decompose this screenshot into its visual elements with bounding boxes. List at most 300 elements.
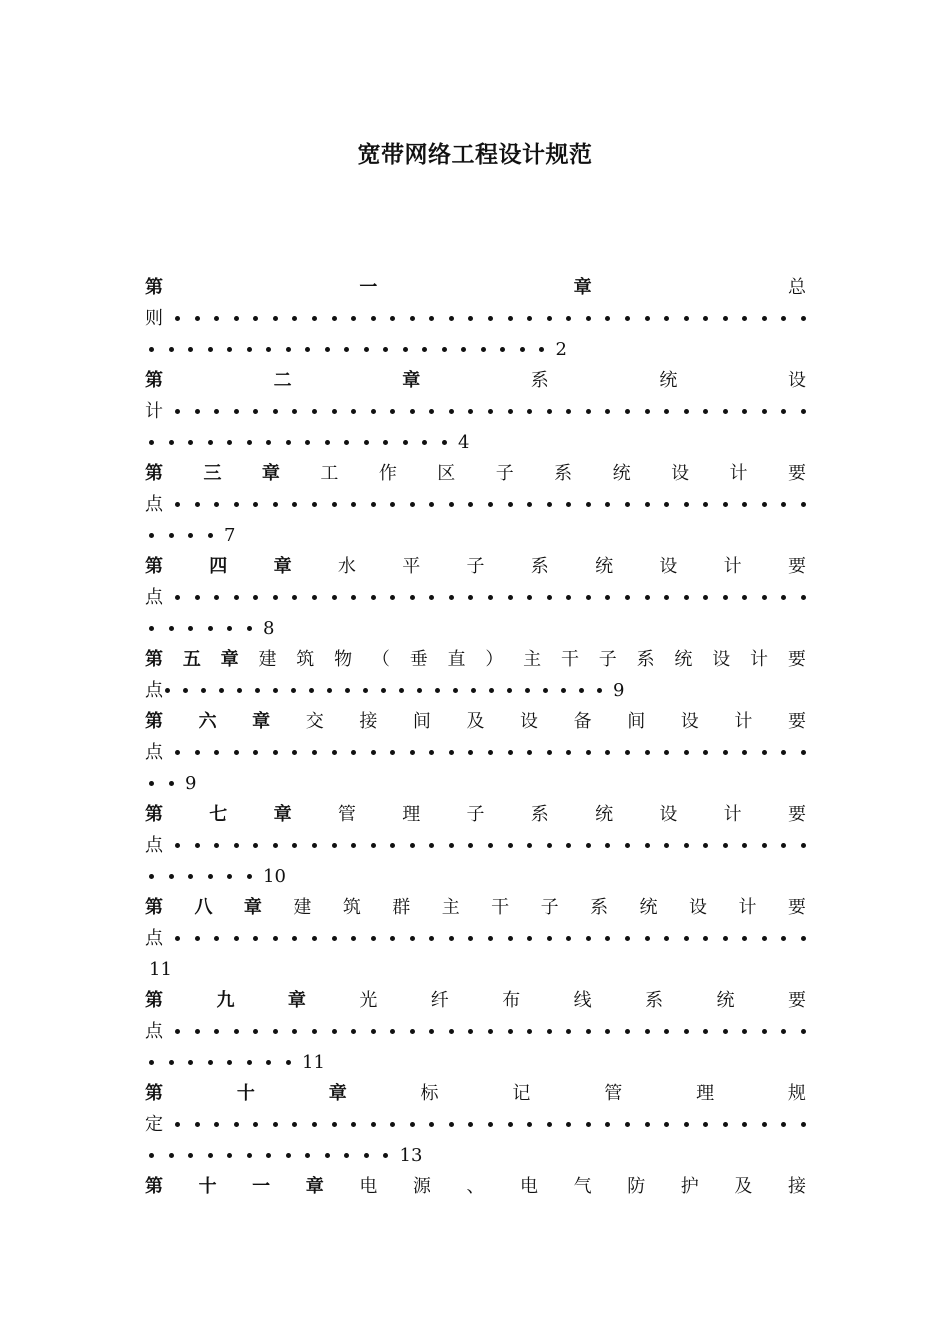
chapter-label-char: 章 xyxy=(305,1176,324,1197)
chapter-label-char: 二 xyxy=(273,370,292,391)
chapter-title-char: 要 xyxy=(787,649,806,670)
leader-dot xyxy=(547,1029,552,1034)
toc-entry[interactable] xyxy=(145,458,806,551)
chapter-title-char: 间 xyxy=(627,711,646,732)
leader-dot xyxy=(214,595,219,600)
leader-dot xyxy=(586,595,591,600)
leader-dot xyxy=(247,626,252,631)
chapter-label-char: 章 xyxy=(252,711,271,732)
chapter-title-char: 筑 xyxy=(296,649,315,670)
leader-dot xyxy=(208,440,213,445)
leader-dot xyxy=(762,936,767,941)
leader-dot xyxy=(169,781,174,786)
chapter-title-char: 要 xyxy=(787,711,806,732)
leader-dot xyxy=(481,347,486,352)
leader-dot xyxy=(273,843,278,848)
leader-dot xyxy=(234,595,239,600)
leader-dot xyxy=(527,502,532,507)
leader-dot xyxy=(762,595,767,600)
leader-dot xyxy=(664,316,669,321)
leader-dot xyxy=(286,1060,291,1065)
leader-dot xyxy=(390,595,395,600)
leader-dot xyxy=(468,409,473,414)
leader-dot xyxy=(351,1029,356,1034)
leader-dot xyxy=(508,316,513,321)
leader-dot xyxy=(247,1060,252,1065)
leader-dot xyxy=(449,936,454,941)
leader-dot xyxy=(703,409,708,414)
leader-dot xyxy=(625,595,630,600)
leader-dot xyxy=(645,409,650,414)
leader-dot xyxy=(527,750,532,755)
chapter-title-char: 设 xyxy=(659,556,678,577)
leader-dot xyxy=(801,936,806,941)
toc-entry[interactable] xyxy=(145,644,806,706)
leader-dot xyxy=(508,936,513,941)
leader-dot xyxy=(410,502,415,507)
leader-dot xyxy=(234,316,239,321)
leader-dot xyxy=(566,750,571,755)
chapter-title-char: 统 xyxy=(674,649,693,670)
leader-dot xyxy=(684,843,689,848)
chapter-title-char: 垂 xyxy=(409,649,428,670)
chapter-label-char: 章 xyxy=(328,1083,347,1104)
leader-dot xyxy=(684,502,689,507)
leader-dot xyxy=(149,1060,154,1065)
leader-dot xyxy=(449,1029,454,1034)
toc-leader-line xyxy=(145,303,806,334)
leader-dot xyxy=(364,440,369,445)
leader-dot xyxy=(703,936,708,941)
chapter-title-char: 筑 xyxy=(342,897,361,918)
toc-page-line xyxy=(145,520,806,551)
leader-dot xyxy=(684,750,689,755)
toc-entry[interactable] xyxy=(145,706,806,799)
leader-dot xyxy=(781,316,786,321)
leader-dot xyxy=(371,316,376,321)
leader-dot xyxy=(742,750,747,755)
chapter-title-char: 标 xyxy=(420,1083,439,1104)
chapter-title-char: 点 xyxy=(145,587,163,608)
leader-dot xyxy=(422,440,427,445)
chapter-label-char: 章 xyxy=(261,463,280,484)
leader-dot xyxy=(488,502,493,507)
leader-dot xyxy=(579,688,584,693)
toc-entry-heading xyxy=(145,892,806,923)
chapter-title-char: 点 xyxy=(145,742,163,763)
chapter-title-char: 要 xyxy=(787,463,806,484)
leader-dot xyxy=(742,595,747,600)
toc-page-number[interactable]: 10 xyxy=(263,866,286,887)
leader-dot xyxy=(312,595,317,600)
leader-dot xyxy=(723,1029,728,1034)
leader-dot xyxy=(684,595,689,600)
leader-dot xyxy=(234,1029,239,1034)
leader-dot xyxy=(247,440,252,445)
leader-dot xyxy=(664,750,669,755)
toc-leader-line xyxy=(145,1016,806,1047)
leader-dot xyxy=(255,688,260,693)
chapter-label-char: 第 xyxy=(145,711,163,732)
chapter-title-char: 则 xyxy=(145,308,163,329)
leader-dot xyxy=(684,1122,689,1127)
leader-dot xyxy=(305,1153,310,1158)
leader-dot xyxy=(468,1029,473,1034)
leader-dot xyxy=(188,874,193,879)
leader-dot xyxy=(175,1122,180,1127)
chapter-title-char: 设 xyxy=(659,804,678,825)
leader-dot xyxy=(645,750,650,755)
leader-dot xyxy=(234,409,239,414)
leader-dot xyxy=(586,409,591,414)
leader-dot xyxy=(332,502,337,507)
leader-dot xyxy=(149,874,154,879)
chapter-title-char: 计 xyxy=(729,463,748,484)
chapter-title-char: 统 xyxy=(612,463,631,484)
chapter-title-char: 源 xyxy=(412,1176,431,1197)
leader-dot xyxy=(292,409,297,414)
chapter-title-char: 系 xyxy=(530,370,549,391)
leader-dot xyxy=(488,595,493,600)
leader-dot xyxy=(429,1029,434,1034)
chapter-title-char: 布 xyxy=(502,990,521,1011)
leader-dot xyxy=(781,936,786,941)
chapter-title-char: 物 xyxy=(334,649,353,670)
leader-dot xyxy=(214,936,219,941)
toc-page-number[interactable]: 9 xyxy=(185,773,197,794)
chapter-title-char: 水 xyxy=(337,556,356,577)
leader-dot xyxy=(175,843,180,848)
leader-dot xyxy=(742,409,747,414)
toc-page-number[interactable]: 4 xyxy=(458,432,470,453)
leader-dot xyxy=(703,843,708,848)
chapter-title-char: 备 xyxy=(573,711,592,732)
chapter-title-char: 系 xyxy=(636,649,655,670)
leader-dot xyxy=(801,409,806,414)
leader-dot xyxy=(351,936,356,941)
chapter-label-char: 第 xyxy=(145,649,163,670)
chapter-label-char: 五 xyxy=(182,649,201,670)
chapter-label-char: 第 xyxy=(145,897,163,918)
leader-dot xyxy=(383,347,388,352)
leader-dot xyxy=(325,440,330,445)
leader-dot xyxy=(410,936,415,941)
leader-dot xyxy=(169,347,174,352)
leader-dot xyxy=(292,502,297,507)
chapter-title-char: 计 xyxy=(145,401,163,422)
leader-dot xyxy=(605,936,610,941)
toc-entry[interactable] xyxy=(145,365,806,458)
leader-dot xyxy=(410,316,415,321)
toc-page-number[interactable]: 11 xyxy=(302,1052,325,1073)
leader-dot xyxy=(781,502,786,507)
leader-dot xyxy=(566,936,571,941)
leader-dot xyxy=(645,1122,650,1127)
leader-dot xyxy=(527,409,532,414)
chapter-title-char: 理 xyxy=(402,804,421,825)
leader-dot xyxy=(165,688,170,693)
leader-dot xyxy=(214,409,219,414)
leader-dot xyxy=(312,316,317,321)
chapter-label-char: 章 xyxy=(273,556,292,577)
chapter-title-char: 规 xyxy=(787,1083,806,1104)
leader-dot xyxy=(371,936,376,941)
leader-dot xyxy=(169,626,174,631)
leader-dot xyxy=(525,688,530,693)
leader-dot xyxy=(507,688,512,693)
leader-dot xyxy=(149,626,154,631)
leader-dot xyxy=(781,409,786,414)
leader-dot xyxy=(208,1060,213,1065)
leader-dot xyxy=(312,750,317,755)
chapter-label-char: 章 xyxy=(273,804,292,825)
leader-dot xyxy=(449,409,454,414)
toc-page-number[interactable]: 9 xyxy=(613,680,625,701)
toc-entry-heading xyxy=(145,1171,806,1202)
leader-dot xyxy=(410,1122,415,1127)
chapter-label-char: 第 xyxy=(145,463,163,484)
toc-leader-line xyxy=(145,923,806,954)
leader-dot xyxy=(227,440,232,445)
chapter-title-char: 接 xyxy=(787,1176,806,1197)
toc-page-number[interactable]: 7 xyxy=(224,525,236,546)
leader-dot xyxy=(429,409,434,414)
chapter-title-char: 电 xyxy=(520,1176,539,1197)
toc-entry[interactable] xyxy=(145,985,806,1078)
leader-dot xyxy=(435,688,440,693)
toc-entry[interactable] xyxy=(145,892,806,985)
chapter-label-char: 章 xyxy=(573,277,592,298)
toc-entry-heading xyxy=(145,1078,806,1109)
leader-dot xyxy=(214,1122,219,1127)
leader-dot xyxy=(292,1122,297,1127)
leader-dot xyxy=(195,843,200,848)
leader-dot xyxy=(208,347,213,352)
chapter-title-char: 系 xyxy=(530,804,549,825)
chapter-title-char: 直 xyxy=(447,649,466,670)
page-title: 宽带网络工程设计规范 xyxy=(357,141,593,168)
leader-dot xyxy=(703,750,708,755)
leader-dot xyxy=(149,781,154,786)
chapter-title-char: 子 xyxy=(466,556,485,577)
leader-dot xyxy=(684,316,689,321)
toc-entry-heading xyxy=(145,458,806,489)
chapter-title-char: 点 xyxy=(145,494,163,515)
leader-dot xyxy=(566,1029,571,1034)
leader-dot xyxy=(363,688,368,693)
leader-dot xyxy=(291,688,296,693)
chapter-title-char: 纤 xyxy=(430,990,449,1011)
toc-entry[interactable] xyxy=(145,272,806,365)
leader-dot xyxy=(390,750,395,755)
leader-dot xyxy=(684,1029,689,1034)
leader-dot xyxy=(742,502,747,507)
chapter-label-char: 三 xyxy=(203,463,222,484)
leader-dot xyxy=(292,1029,297,1034)
leader-dot xyxy=(332,595,337,600)
leader-dot xyxy=(227,874,232,879)
leader-dot xyxy=(253,1029,258,1034)
leader-dot xyxy=(266,347,271,352)
toc-page-line xyxy=(145,1140,806,1171)
leader-dot xyxy=(273,409,278,414)
chapter-label-char: 第 xyxy=(145,556,163,577)
leader-dot xyxy=(781,750,786,755)
chapter-title-char: 管 xyxy=(337,804,356,825)
leader-dot xyxy=(664,409,669,414)
chapter-title-char: 防 xyxy=(627,1176,646,1197)
chapter-title-char: 及 xyxy=(466,711,485,732)
chapter-title-char: 设 xyxy=(520,711,539,732)
toc-page-number[interactable]: 8 xyxy=(263,618,275,639)
leader-dot xyxy=(684,409,689,414)
chapter-title-char: 总 xyxy=(787,277,806,298)
leader-dot xyxy=(468,502,473,507)
leader-dot xyxy=(605,1122,610,1127)
chapter-label-char: 章 xyxy=(220,649,239,670)
chapter-title-char: 主 xyxy=(441,897,460,918)
chapter-label-char: 第 xyxy=(145,990,163,1011)
leader-dot xyxy=(762,750,767,755)
leader-dot xyxy=(442,440,447,445)
leader-dot xyxy=(390,1122,395,1127)
toc-page-line xyxy=(145,861,806,892)
toc-page-number[interactable]: 11 xyxy=(149,959,172,980)
chapter-title-char: 记 xyxy=(512,1083,531,1104)
leader-dot xyxy=(195,409,200,414)
leader-dot xyxy=(762,316,767,321)
chapter-title-char: 光 xyxy=(359,990,378,1011)
leader-dot xyxy=(547,936,552,941)
leader-dot xyxy=(253,316,258,321)
leader-dot xyxy=(664,843,669,848)
leader-dot xyxy=(327,688,332,693)
leader-dot xyxy=(449,502,454,507)
leader-dot xyxy=(488,409,493,414)
chapter-title-char: 管 xyxy=(604,1083,623,1104)
leader-dot xyxy=(266,1153,271,1158)
leader-dot xyxy=(520,347,525,352)
leader-dot xyxy=(253,843,258,848)
leader-dot xyxy=(351,409,356,414)
leader-dot xyxy=(364,1153,369,1158)
leader-dot xyxy=(527,1029,532,1034)
toc-page-number[interactable]: 2 xyxy=(555,339,567,360)
leader-dot xyxy=(801,316,806,321)
leader-dot xyxy=(605,1029,610,1034)
leader-dot xyxy=(312,1029,317,1034)
leader-dot xyxy=(586,502,591,507)
toc-entry[interactable] xyxy=(145,1171,806,1202)
chapter-title-char: 建 xyxy=(258,649,277,670)
leader-dot xyxy=(390,502,395,507)
chapter-title-char: 计 xyxy=(738,897,757,918)
leader-dot xyxy=(645,936,650,941)
leader-dot xyxy=(201,688,206,693)
leader-dot xyxy=(214,1029,219,1034)
leader-dot xyxy=(605,316,610,321)
leader-dot xyxy=(625,1122,630,1127)
leader-dot xyxy=(390,409,395,414)
leader-dot xyxy=(664,1122,669,1127)
chapter-title-char: 要 xyxy=(787,897,806,918)
toc-leader-line xyxy=(145,830,806,861)
leader-dot xyxy=(586,750,591,755)
leader-dot xyxy=(195,502,200,507)
leader-dot xyxy=(188,347,193,352)
leader-dot xyxy=(247,874,252,879)
toc-entry[interactable] xyxy=(145,551,806,644)
leader-dot xyxy=(742,843,747,848)
leader-dot xyxy=(410,750,415,755)
leader-dot xyxy=(801,502,806,507)
leader-dot xyxy=(547,1122,552,1127)
toc-entry[interactable] xyxy=(145,1078,806,1171)
leader-dot xyxy=(371,595,376,600)
leader-dot xyxy=(332,316,337,321)
leader-dot xyxy=(645,316,650,321)
leader-dot xyxy=(149,533,154,538)
leader-dot xyxy=(684,936,689,941)
chapter-title-char: 定 xyxy=(145,1114,163,1135)
leader-dot xyxy=(312,843,317,848)
leader-dot xyxy=(566,843,571,848)
leader-dot xyxy=(508,1029,513,1034)
leader-dot xyxy=(403,347,408,352)
chapter-label-char: 四 xyxy=(209,556,228,577)
chapter-title-char: 点 xyxy=(145,835,163,856)
leader-dot xyxy=(645,502,650,507)
leader-dot xyxy=(801,595,806,600)
chapter-label-char: 八 xyxy=(194,897,213,918)
chapter-title-char: 接 xyxy=(359,711,378,732)
toc-page-number[interactable]: 13 xyxy=(399,1145,423,1166)
leader-dot xyxy=(468,750,473,755)
chapter-title-char: 设 xyxy=(671,463,690,484)
leader-dot xyxy=(664,1029,669,1034)
chapter-title-char: 统 xyxy=(595,804,614,825)
leader-dot xyxy=(561,688,566,693)
leader-dot xyxy=(410,843,415,848)
chapter-title-char: 护 xyxy=(680,1176,699,1197)
leader-dot xyxy=(188,1153,193,1158)
chapter-label-char: 第 xyxy=(145,277,163,298)
leader-dot xyxy=(508,502,513,507)
leader-dot xyxy=(175,936,180,941)
leader-dot xyxy=(781,1029,786,1034)
toc-entry[interactable] xyxy=(145,799,806,892)
leader-dot xyxy=(234,1122,239,1127)
leader-dot xyxy=(762,1029,767,1034)
leader-dot xyxy=(195,1029,200,1034)
leader-dot xyxy=(208,874,213,879)
leader-dot xyxy=(625,1029,630,1034)
leader-dot xyxy=(253,936,258,941)
leader-dot xyxy=(325,1153,330,1158)
leader-dot xyxy=(253,750,258,755)
chapter-title-char: 子 xyxy=(540,897,559,918)
leader-dot xyxy=(429,750,434,755)
leader-dot xyxy=(292,936,297,941)
toc-page-line xyxy=(145,954,806,985)
leader-dot xyxy=(234,843,239,848)
leader-dot xyxy=(351,316,356,321)
chapter-label-char: 章 xyxy=(243,897,262,918)
leader-dot xyxy=(762,1122,767,1127)
leader-dot xyxy=(292,595,297,600)
leader-dot xyxy=(234,502,239,507)
leader-dot xyxy=(227,626,232,631)
